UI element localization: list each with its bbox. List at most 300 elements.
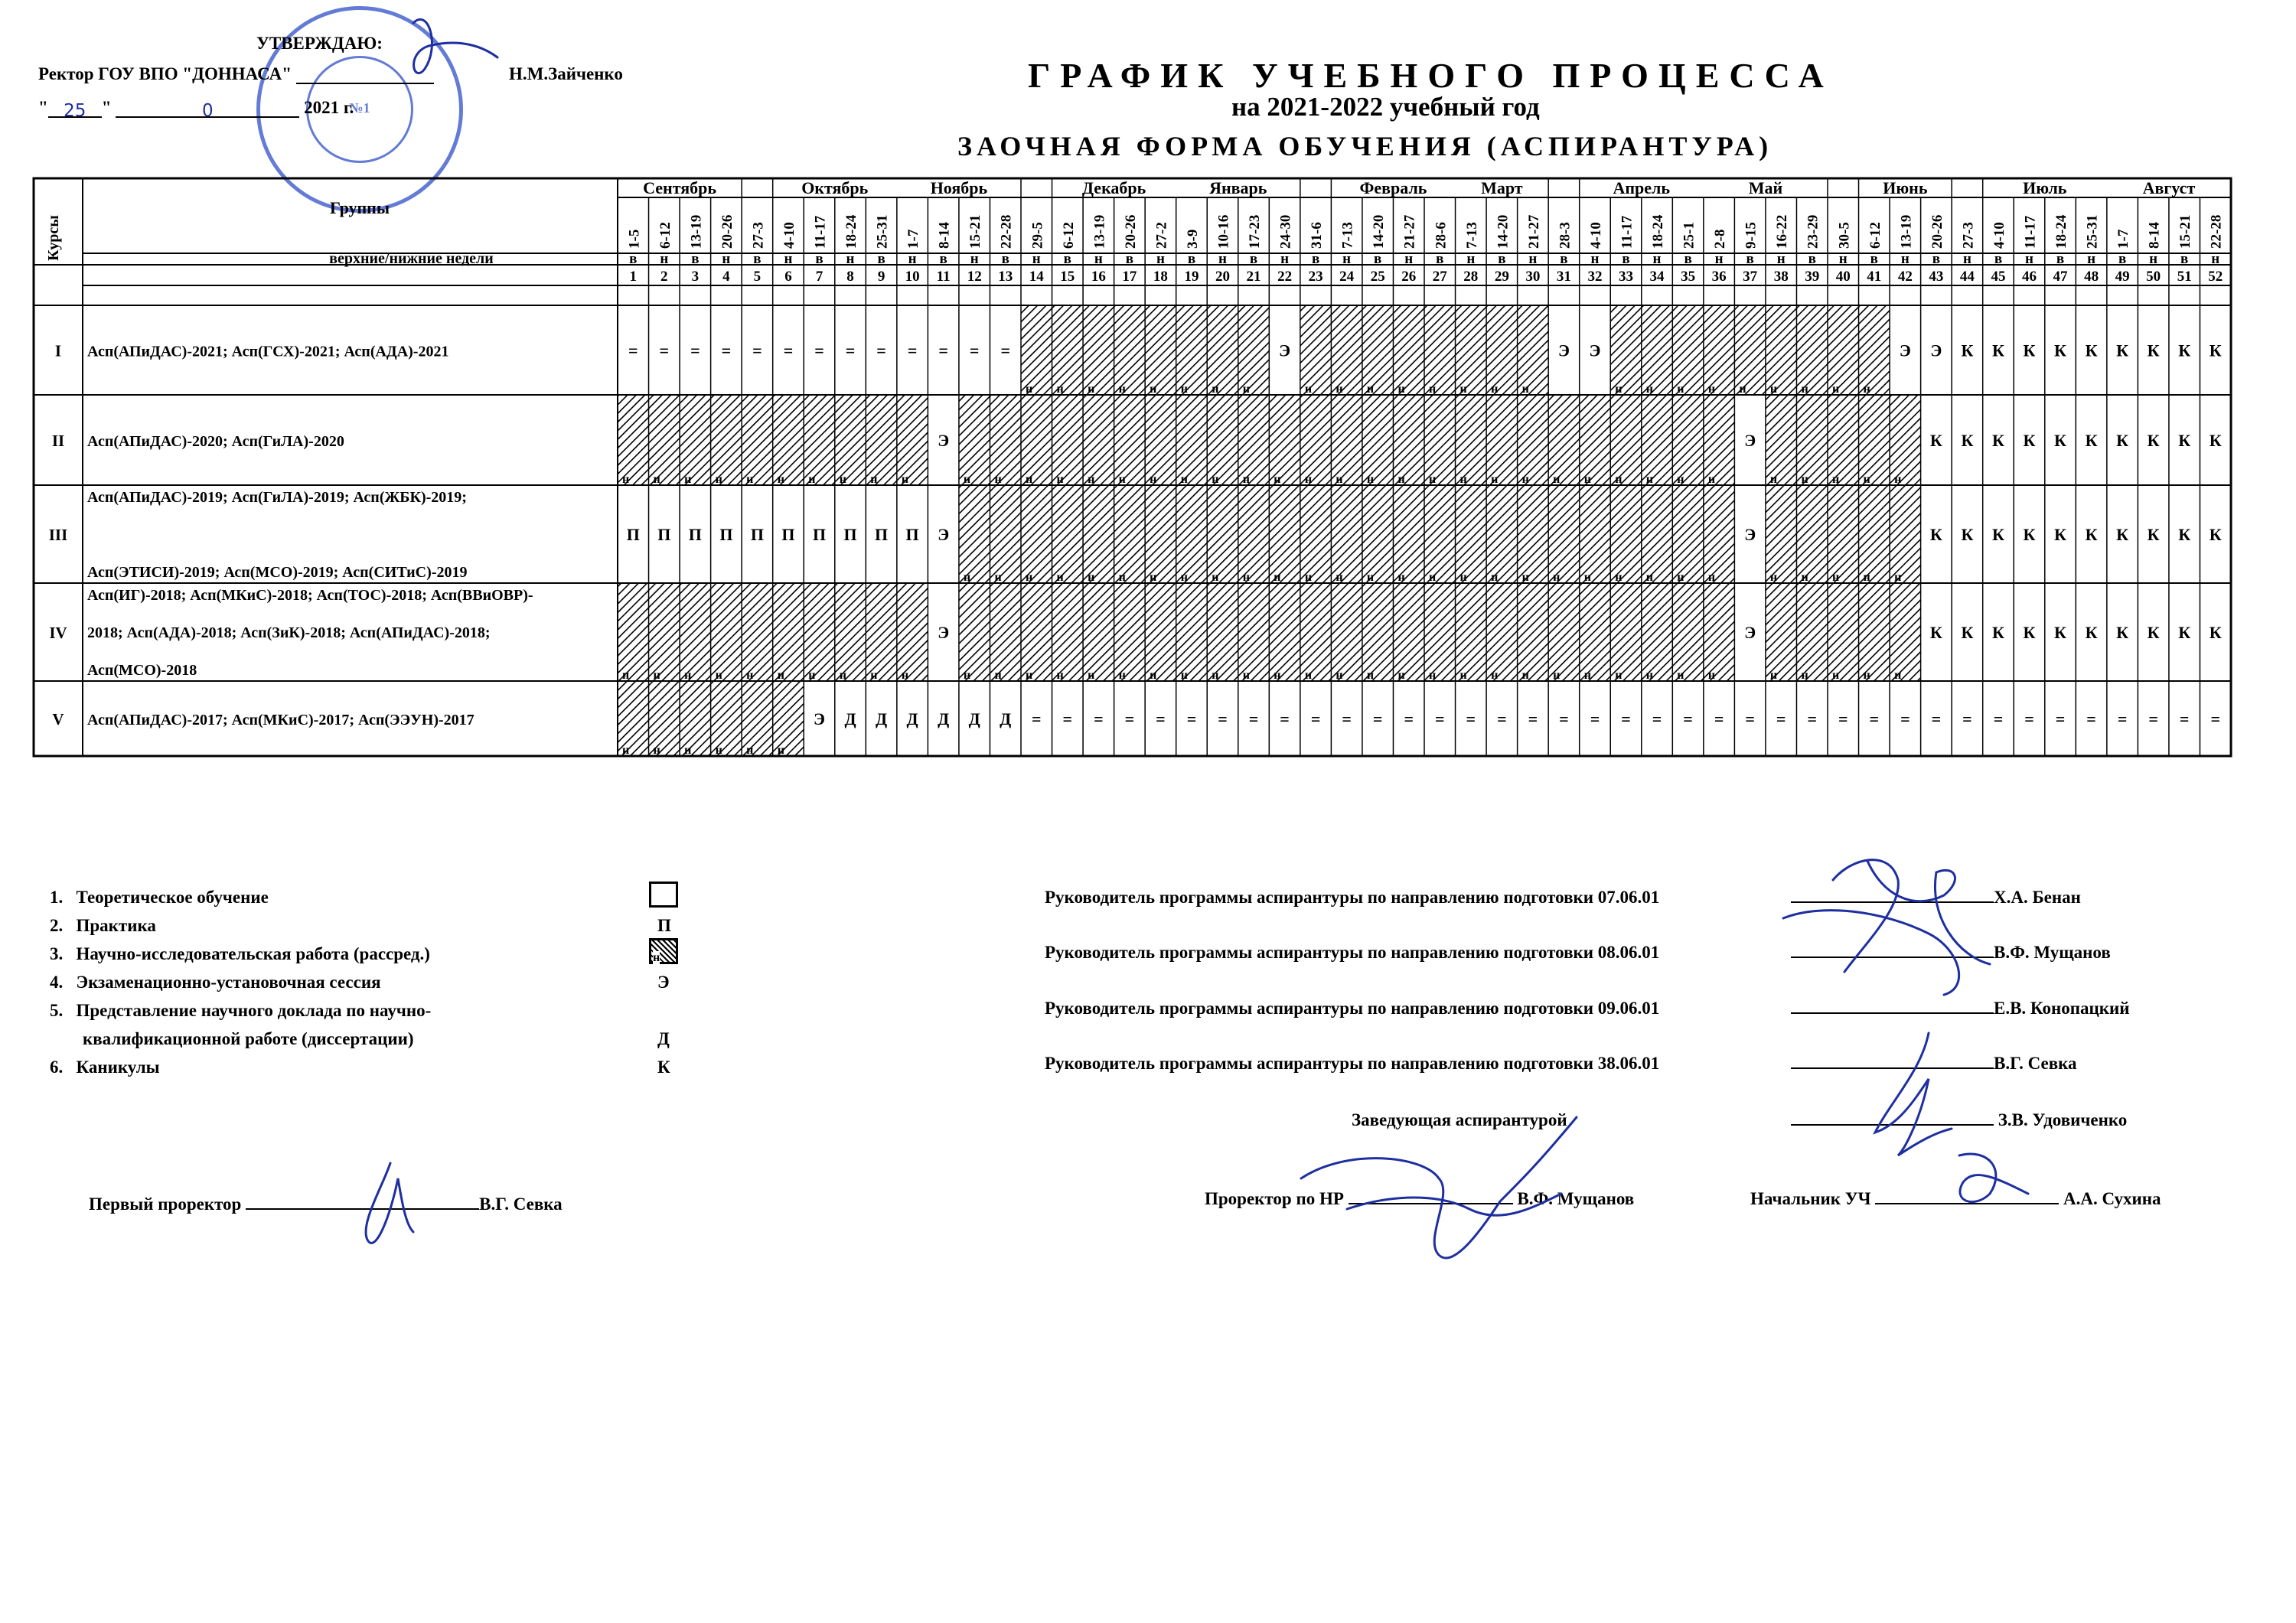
research-cell	[1114, 485, 1146, 583]
academic-year: на 2021-2022 учебный год	[1231, 92, 1540, 122]
research-mark: н	[1056, 571, 1064, 584]
research-mark: н	[1863, 383, 1870, 396]
parity-label: в	[815, 251, 823, 267]
approve-label: УТВЕРЖДАЮ:	[256, 34, 383, 53]
research-cell	[1704, 305, 1735, 395]
research-mark: н	[994, 473, 1002, 486]
research-cell	[1207, 395, 1238, 485]
week-number: 5	[753, 269, 762, 285]
parity-label: в	[1311, 251, 1320, 267]
research-mark: н	[901, 669, 909, 682]
research-cell	[1238, 583, 1270, 681]
parity-label: н	[1590, 251, 1600, 267]
schedule-cell: К	[1961, 341, 1974, 360]
parity-label: в	[877, 251, 885, 267]
schedule-cell: К	[2178, 341, 2191, 360]
research-cell	[1642, 583, 1673, 681]
research-cell	[1580, 395, 1611, 485]
rector-name: Н.М.Зайченко	[509, 64, 623, 83]
legend-research-symbol: н	[649, 938, 678, 964]
research-cell	[1456, 305, 1487, 395]
research-mark: н	[1894, 571, 1902, 584]
research-cell	[649, 583, 680, 681]
week-range-label: 9-15	[1743, 222, 1760, 249]
research-cell	[1548, 395, 1580, 485]
schedule-cell: Э	[814, 709, 825, 728]
schedule-cell: =	[721, 341, 732, 360]
week-number: 36	[1711, 269, 1727, 285]
research-mark: н	[1769, 669, 1778, 682]
research-mark: н	[1212, 571, 1219, 584]
research-mark: н	[1832, 383, 1840, 396]
research-mark: н	[1832, 473, 1840, 486]
research-cell	[897, 395, 928, 485]
schedule-cell: =	[969, 341, 980, 360]
schedule-cell: =	[1124, 709, 1135, 728]
research-mark: н	[1894, 669, 1902, 682]
group-name: Асп(АПиДАС)-2020; Асп(ГиЛА)-2020	[87, 433, 344, 450]
week-number: 37	[1743, 269, 1758, 285]
week-range-label: 13-19	[1898, 214, 1915, 249]
schedule-cell: Э	[1279, 341, 1291, 360]
week-number: 19	[1184, 269, 1199, 285]
research-mark: н	[1553, 571, 1561, 584]
research-cell	[804, 395, 835, 485]
research-mark: н	[1677, 473, 1684, 486]
week-number: 28	[1463, 269, 1479, 285]
supervisor-scribble-2	[1875, 1033, 1952, 1155]
parity-label: в	[1125, 251, 1134, 267]
schedule-cell: =	[1342, 709, 1352, 728]
research-mark: н	[1088, 571, 1095, 584]
parity-label: в	[753, 251, 762, 267]
legend-vacation-symbol: К	[657, 1058, 670, 1077]
research-cell	[1424, 485, 1456, 583]
research-cell	[1393, 305, 1424, 395]
research-cell	[1672, 305, 1704, 395]
research-cell	[1021, 485, 1052, 583]
research-mark: н	[808, 669, 816, 682]
weeks-label: верхние/нижние недели	[329, 250, 494, 267]
research-cell	[1207, 305, 1238, 395]
research-mark: н	[1553, 473, 1561, 486]
head-uch: Начальник УЧ А.А. Сухина	[1750, 1189, 2161, 1208]
schedule-cell: П	[812, 525, 827, 544]
parity-label: в	[939, 251, 947, 267]
schedule-cell: К	[1961, 431, 1974, 450]
first-prorector: Первый проректор В.Г. Севка	[89, 1194, 563, 1214]
schedule-cell: =	[1062, 709, 1073, 728]
research-cell	[1456, 583, 1487, 681]
research-cell	[897, 583, 928, 681]
month-label: Ноябрь	[930, 178, 988, 197]
month-label: Август	[2142, 178, 2196, 197]
research-mark: н	[1366, 383, 1375, 396]
schedule-cell: Э	[1744, 623, 1756, 642]
schedule-cell: Э	[1557, 341, 1570, 360]
head-aspirantura-title: Заведующая аспирантурой	[1352, 1110, 1567, 1129]
research-cell	[1269, 395, 1300, 485]
schedule-cell: Э	[938, 623, 950, 642]
week-number: 21	[1246, 269, 1261, 285]
research-mark: н	[1769, 473, 1778, 486]
week-range-label: 21-27	[1401, 214, 1418, 249]
supervisor-3-title: Руководитель программы аспирантуры по направлению подготовки 09.06.01	[1045, 999, 1660, 1018]
schedule-cell: К	[2023, 525, 2036, 544]
parity-label: н	[2025, 251, 2033, 267]
research-cell	[1114, 305, 1146, 395]
research-cell	[990, 583, 1021, 681]
research-mark: н	[1056, 383, 1064, 396]
schedule-cell: Д	[906, 709, 918, 728]
research-cell	[1052, 305, 1084, 395]
research-cell	[1331, 305, 1362, 395]
parity-label: в	[1187, 251, 1196, 267]
schedule-cell: =	[1248, 709, 1259, 728]
research-cell	[1610, 583, 1642, 681]
research-cell	[1548, 583, 1580, 681]
schedule-cell: =	[1528, 709, 1538, 728]
research-cell	[1704, 583, 1735, 681]
legend-item-report-line2: квалификационной работе (диссертации)	[83, 1029, 414, 1048]
research-mark: н	[1429, 383, 1437, 396]
parity-label: н	[908, 251, 917, 267]
group-name: Асп(ИГ)-2018; Асп(МКиС)-2018; Асп(ТОС)-2018; Асп(ВВиОВР)-	[87, 587, 533, 604]
research-mark: н	[839, 473, 846, 486]
research-cell	[1269, 583, 1300, 681]
parity-label: в	[1684, 251, 1692, 267]
research-cell	[1486, 485, 1518, 583]
research-mark: н	[994, 571, 1002, 584]
research-mark: н	[1026, 571, 1033, 584]
research-mark: н	[1336, 383, 1343, 396]
week-number: 11	[936, 269, 951, 285]
research-mark: н	[746, 473, 754, 486]
week-range-label: 4-10	[1587, 222, 1604, 249]
week-range-label: 15-21	[2177, 214, 2194, 249]
research-mark: н	[808, 473, 816, 486]
schedule-cell: К	[2147, 431, 2160, 450]
schedule-cell: К	[2085, 431, 2098, 450]
research-mark: н	[994, 669, 1002, 682]
research-cell	[1083, 305, 1114, 395]
week-range-label: 14-20	[1371, 214, 1388, 249]
legend-item-exam-session: 4. Экзаменационно-установочная сессия	[50, 973, 381, 992]
research-mark: н	[1583, 669, 1591, 682]
research-mark: н	[1801, 473, 1808, 486]
group-name: Асп(ЭТИСИ)-2019; Асп(МСО)-2019; Асп(СИТиС)-2019	[87, 564, 468, 581]
research-cell	[1456, 395, 1487, 485]
week-number: 43	[1929, 269, 1944, 285]
week-number: 18	[1153, 269, 1168, 285]
week-range-label: 20-26	[1929, 214, 1945, 249]
schedule-cell: =	[1094, 709, 1104, 728]
research-mark: н	[1304, 571, 1313, 584]
research-mark: н	[1521, 383, 1529, 396]
research-cell	[1610, 395, 1642, 485]
research-cell	[1393, 583, 1424, 681]
schedule-cell: =	[938, 341, 948, 360]
week-range-label: 25-31	[2084, 214, 2101, 249]
research-cell	[1518, 583, 1549, 681]
week-range-label: 11-17	[1619, 215, 1636, 249]
week-range-label: 27-3	[750, 222, 767, 249]
parity-label: н	[1838, 251, 1848, 267]
schedule-cell: К	[2116, 431, 2129, 450]
week-range-label: 1-7	[2115, 229, 2132, 249]
research-cell	[711, 395, 742, 485]
week-range-label: 11-17	[2022, 215, 2039, 249]
research-cell	[1704, 395, 1735, 485]
research-cell	[1300, 485, 1332, 583]
week-range-label: 18-24	[843, 214, 860, 249]
week-range-label: 7-13	[1339, 222, 1356, 249]
courses-header: Курсы	[45, 215, 62, 261]
research-mark: н	[1212, 383, 1219, 396]
parity-label: в	[691, 251, 700, 267]
research-mark: н	[1026, 473, 1033, 486]
research-cell	[1766, 485, 1797, 583]
schedule-cell: К	[2147, 525, 2160, 544]
research-mark: н	[653, 473, 660, 486]
research-mark: н	[1274, 473, 1281, 486]
parity-label: н	[1528, 251, 1538, 267]
research-cell	[1642, 395, 1673, 485]
research-cell	[1734, 305, 1766, 395]
research-mark: н	[1491, 473, 1499, 486]
schedule-cell: =	[2055, 709, 2066, 728]
supervisor-1-title: Руководитель программы аспирантуры по направлению подготовки 07.06.01	[1045, 888, 1660, 907]
supervisor-2-title: Руководитель программы аспирантуры по направлению подготовки 08.06.01	[1045, 943, 1660, 962]
parity-label: н	[846, 251, 855, 267]
schedule-cell: =	[1186, 709, 1197, 728]
research-mark: н	[1056, 669, 1064, 682]
research-mark: н	[1832, 669, 1840, 682]
date-month: 0	[116, 101, 299, 118]
research-mark: н	[653, 744, 660, 757]
schedule-cell: =	[2179, 709, 2190, 728]
research-mark: н	[1026, 669, 1033, 682]
research-mark: н	[1274, 669, 1281, 682]
schedule-cell: Д	[938, 709, 950, 728]
parity-label: н	[660, 251, 669, 267]
parity-label: в	[1063, 251, 1071, 267]
research-cell	[1145, 485, 1176, 583]
parity-label: н	[1342, 251, 1352, 267]
week-range-label: 23-29	[1805, 214, 1821, 249]
research-mark: н	[746, 669, 754, 682]
research-cell	[1610, 305, 1642, 395]
schedule-cell: К	[2209, 623, 2222, 642]
week-range-label: 18-24	[1650, 214, 1667, 249]
week-number: 31	[1556, 269, 1571, 285]
group-name: Асп(АПиДАС)-2021; Асп(ГСХ)-2021; Асп(АДА)-2021	[87, 343, 449, 360]
legend-item-theory: 1. Теоретическое обучение	[50, 888, 269, 907]
schedule-cell: =	[1497, 709, 1507, 728]
research-cell	[1610, 485, 1642, 583]
schedule-cell: Д	[968, 709, 980, 728]
research-cell	[742, 583, 773, 681]
research-mark: н	[622, 473, 630, 486]
schedule-cell: К	[2147, 341, 2160, 360]
week-number: 8	[846, 269, 854, 285]
research-mark: н	[1212, 473, 1219, 486]
groups-header: Группы	[329, 198, 390, 217]
parity-label: н	[970, 251, 979, 267]
research-cell	[1300, 395, 1332, 485]
schedule-cell: =	[2210, 709, 2221, 728]
week-range-label: 31-6	[1309, 222, 1326, 249]
research-cell	[1300, 305, 1332, 395]
parity-label: н	[1218, 251, 1227, 267]
schedule-cell: К	[2178, 431, 2191, 450]
schedule-cell: Э	[1744, 431, 1756, 450]
research-cell	[1890, 395, 1921, 485]
research-mark: н	[1336, 571, 1343, 584]
parity-label: н	[722, 251, 731, 267]
week-range-label: 2-8	[1712, 229, 1729, 249]
week-number: 41	[1867, 269, 1882, 285]
research-mark: н	[1429, 669, 1437, 682]
research-cell	[1362, 485, 1394, 583]
schedule-cell: =	[2086, 709, 2096, 728]
parity-label: н	[2149, 251, 2158, 267]
week-range-label: 1-7	[905, 229, 922, 249]
research-mark: н	[1150, 383, 1157, 396]
parity-label: в	[1932, 251, 1941, 267]
week-number: 17	[1122, 269, 1137, 285]
schedule-cell: К	[2209, 431, 2222, 450]
research-mark: н	[1242, 383, 1250, 396]
research-cell	[1766, 583, 1797, 681]
schedule-cell: =	[2148, 709, 2158, 728]
week-number: 45	[1991, 269, 2006, 285]
week-range-label: 24-30	[1277, 214, 1294, 249]
schedule-cell: =	[907, 341, 918, 360]
schedule-cell: К	[1929, 431, 1942, 450]
week-number: 2	[660, 269, 668, 285]
research-mark: н	[1150, 669, 1157, 682]
week-number: 40	[1835, 269, 1851, 285]
schedule-cell: Д	[876, 709, 888, 728]
parity-label: в	[1560, 251, 1568, 267]
research-cell	[618, 395, 649, 485]
course-number: I	[54, 341, 62, 360]
parity-label: в	[1746, 251, 1754, 267]
research-cell	[959, 485, 990, 583]
research-mark: н	[1150, 571, 1157, 584]
schedule-cell: К	[2085, 525, 2098, 544]
group-name: 2018; Асп(АДА)-2018; Асп(ЗиК)-2018; Асп(АПиДАС)-2018;	[87, 624, 491, 641]
schedule-cell: К	[1991, 431, 2004, 450]
week-number: 16	[1091, 269, 1106, 285]
schedule-cell: П	[688, 525, 702, 544]
week-number: 24	[1339, 269, 1355, 285]
research-mark: н	[1150, 473, 1157, 486]
schedule-cell: =	[1310, 709, 1321, 728]
course-number: II	[51, 432, 65, 450]
schedule-cell: =	[1031, 709, 1042, 728]
research-cell	[1238, 395, 1270, 485]
research-cell	[1859, 583, 1890, 681]
research-mark: н	[963, 571, 971, 584]
research-cell	[1796, 395, 1828, 485]
research-mark: н	[1304, 473, 1313, 486]
research-mark: н	[1863, 473, 1870, 486]
week-number: 27	[1432, 269, 1447, 285]
rector-title: Ректор ГОУ ВПО "ДОННАСА"	[38, 64, 292, 83]
research-cell	[1145, 395, 1176, 485]
date-year: 2021 г.	[304, 98, 354, 117]
week-range-label: 20-26	[1122, 214, 1139, 249]
week-number: 33	[1619, 269, 1633, 285]
parity-label: в	[1249, 251, 1258, 267]
supervisor-2-line: В.Ф. Мущанов	[1791, 943, 2111, 963]
research-mark: н	[1832, 571, 1840, 584]
schedule-cell: =	[1838, 709, 1848, 728]
research-cell	[773, 395, 804, 485]
legend-item-report: 5. Представление научного доклада по научно-	[50, 1001, 432, 1020]
research-cell	[1486, 305, 1518, 395]
research-mark: н	[1088, 473, 1095, 486]
research-cell	[1518, 305, 1549, 395]
schedule-cell: =	[1807, 709, 1818, 728]
parity-label: в	[1622, 251, 1630, 267]
research-cell	[773, 583, 804, 681]
research-mark: н	[1645, 383, 1653, 396]
week-range-label: 7-13	[1463, 222, 1480, 249]
schedule-cell: =	[1900, 709, 1910, 728]
week-number: 25	[1370, 269, 1385, 285]
schedule-cell: Э	[1899, 341, 1911, 360]
research-cell	[1890, 485, 1921, 583]
research-cell	[680, 395, 711, 485]
research-mark: н	[870, 669, 878, 682]
schedule-cell: К	[2147, 623, 2160, 642]
schedule-cell: К	[2209, 341, 2222, 360]
research-cell	[1518, 485, 1549, 583]
research-cell	[1859, 395, 1890, 485]
schedule-cell: К	[2054, 341, 2067, 360]
week-number: 52	[2208, 269, 2223, 285]
course-number: V	[52, 710, 64, 728]
research-cell	[1424, 395, 1456, 485]
research-cell	[1393, 485, 1424, 583]
schedule-cell: =	[1280, 709, 1290, 728]
week-number: 44	[1959, 269, 1975, 285]
research-mark: н	[1397, 473, 1405, 486]
research-cell	[1828, 485, 1859, 583]
research-cell	[1052, 485, 1084, 583]
research-mark: н	[1521, 473, 1529, 486]
research-cell	[1859, 305, 1890, 395]
research-cell	[1548, 485, 1580, 583]
legend-item-research: 3. Научно-исследовательская работа (рассред.)	[50, 944, 430, 963]
research-cell	[1580, 485, 1611, 583]
parity-label: в	[1808, 251, 1816, 267]
research-mark: н	[1615, 669, 1623, 682]
schedule-cell: К	[2023, 623, 2036, 642]
research-mark: н	[1707, 669, 1716, 682]
week-number: 30	[1525, 269, 1541, 285]
week-number: 10	[905, 269, 920, 285]
week-range-label: 8-14	[2146, 222, 2163, 249]
schedule-cell: =	[659, 341, 670, 360]
schedule-cell: =	[2117, 709, 2128, 728]
research-cell	[1176, 395, 1208, 485]
research-mark: н	[1645, 473, 1653, 486]
month-label: Октябрь	[801, 178, 869, 197]
